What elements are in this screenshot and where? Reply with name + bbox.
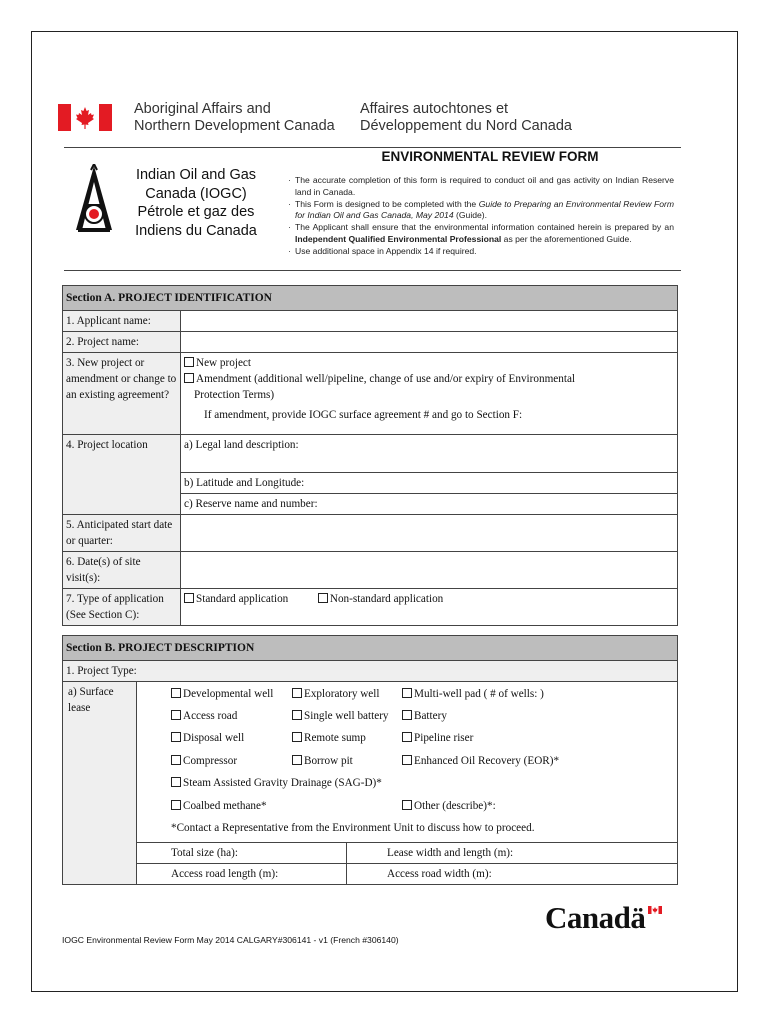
site-visit-label: 6. Date(s) of site visit(s): <box>63 552 181 589</box>
single-well-battery-checkbox[interactable] <box>292 710 302 720</box>
multi-well-pad-checkbox[interactable] <box>402 688 412 698</box>
instruction-item: · Use additional space in Appendix 14 if required. <box>286 246 674 258</box>
instructions-list <box>286 175 674 258</box>
section-b-title: Section B. PROJECT DESCRIPTION <box>63 636 678 661</box>
other-checkbox[interactable] <box>402 800 412 810</box>
borrow-pit-checkbox[interactable] <box>292 755 302 765</box>
new-or-amend-label: 3. New project or amendment or change to an existing agreement? <box>63 353 181 435</box>
app-type-label: 7. Type of application (See Section C): <box>63 589 181 626</box>
non-standard-checkbox[interactable] <box>318 593 328 603</box>
access-road-checkbox[interactable] <box>171 710 181 720</box>
project-location-label: 4. Project location <box>63 435 181 515</box>
lat-long-field[interactable]: b) Latitude and Longitude: <box>181 473 678 494</box>
new-or-amend-field: New project Amendment (additional well/pipeline, change of use and/or expiry of Environmental Protection Terms) If amendment, provide IOGC surface agreement # and go to Section F: <box>181 353 678 435</box>
applicant-name-label: 1. Applicant name: <box>63 311 181 332</box>
iogc-logo-icon <box>70 164 118 234</box>
section-a-title: Section A. PROJECT IDENTIFICATION <box>63 286 678 311</box>
access-width-field[interactable]: Access road width (m): <box>347 864 678 885</box>
exploratory-well-checkbox[interactable] <box>292 688 302 698</box>
canada-wordmark: Canadä <box>545 900 646 935</box>
project-type-label: 1. Project Type: <box>63 661 678 682</box>
project-name-label: 2. Project name: <box>63 332 181 353</box>
legal-land-field[interactable]: a) Legal land description: <box>181 435 678 473</box>
pipeline-riser-checkbox[interactable] <box>402 732 412 742</box>
battery-checkbox[interactable] <box>402 710 412 720</box>
app-type-field: Standard application Non-standard application <box>181 589 678 626</box>
instruction-item: · This Form is designed to be completed with the Guide to Preparing an Environmental Review Form for Indian Oil and Gas Canada, May 2014 (Guide). <box>286 199 674 223</box>
start-date-label: 5. Anticipated start date or quarter: <box>63 515 181 552</box>
section-b-table <box>62 635 678 885</box>
start-date-field[interactable] <box>181 515 678 552</box>
sagd-checkbox[interactable] <box>171 777 181 787</box>
section-a-table <box>62 285 678 626</box>
dept-name-english: Aboriginal Affairs and Northern Development Canada <box>134 101 335 134</box>
remote-sump-checkbox[interactable] <box>292 732 302 742</box>
reserve-field[interactable]: c) Reserve name and number: <box>181 494 678 515</box>
iogc-name: Indian Oil and Gas Canada (IOGC) Pétrole et gaz des Indiens du Canada <box>135 167 257 239</box>
disposal-well-checkbox[interactable] <box>171 732 181 742</box>
surface-lease-label: a) Surface lease <box>63 682 137 885</box>
instruction-item: · The accurate completion of this form is required to conduct oil and gas activity on Indian Reserve land in Canada. <box>286 175 674 199</box>
access-length-field[interactable]: Access road length (m): <box>137 864 347 885</box>
new-project-checkbox[interactable] <box>184 357 194 367</box>
form-title: ENVIRONMENTAL REVIEW FORM <box>381 149 599 164</box>
contact-note: *Contact a Representative from the Environment Unit to discuss how to proceed. <box>171 822 535 834</box>
standard-checkbox[interactable] <box>184 593 194 603</box>
site-visit-field[interactable] <box>181 552 678 589</box>
coalbed-methane-checkbox[interactable] <box>171 800 181 810</box>
divider <box>64 147 681 148</box>
wordmark-flag-icon <box>648 906 662 914</box>
project-name-field[interactable] <box>181 332 678 353</box>
divider <box>64 270 681 271</box>
dept-name-french: Affaires autochtones et Développement du Nord Canada <box>360 101 572 134</box>
footer-text: IOGC Environmental Review Form May 2014 CALGARY#306141 - v1 (French #306140) <box>62 935 399 945</box>
eor-checkbox[interactable] <box>402 755 412 765</box>
lease-width-field[interactable]: Lease width and length (m): <box>347 843 678 864</box>
instruction-item: · The Applicant shall ensure that the environmental information contained herein is prepared by an Independent Qualified Environmental Professional as per the aforementioned Guide. <box>286 222 674 246</box>
compressor-checkbox[interactable] <box>171 755 181 765</box>
amendment-checkbox[interactable] <box>184 373 194 383</box>
total-size-field[interactable]: Total size (ha): <box>137 843 347 864</box>
applicant-name-field[interactable] <box>181 311 678 332</box>
project-type-options: Developmental well Exploratory well Multi-well pad ( # of wells: ) Access road Single well battery Battery Disposal well Remote sump Pipeline riser Compressor Borrow pit Enhanced Oil Recovery (EOR)* Steam Assisted Gravity Drainage (SAG-D)* Coalbed methane* Other (describe)*: *Contact a Representative from the Environment Unit to discuss how to proceed. <box>137 682 678 843</box>
canada-flag-icon <box>58 104 112 131</box>
developmental-well-checkbox[interactable] <box>171 688 181 698</box>
